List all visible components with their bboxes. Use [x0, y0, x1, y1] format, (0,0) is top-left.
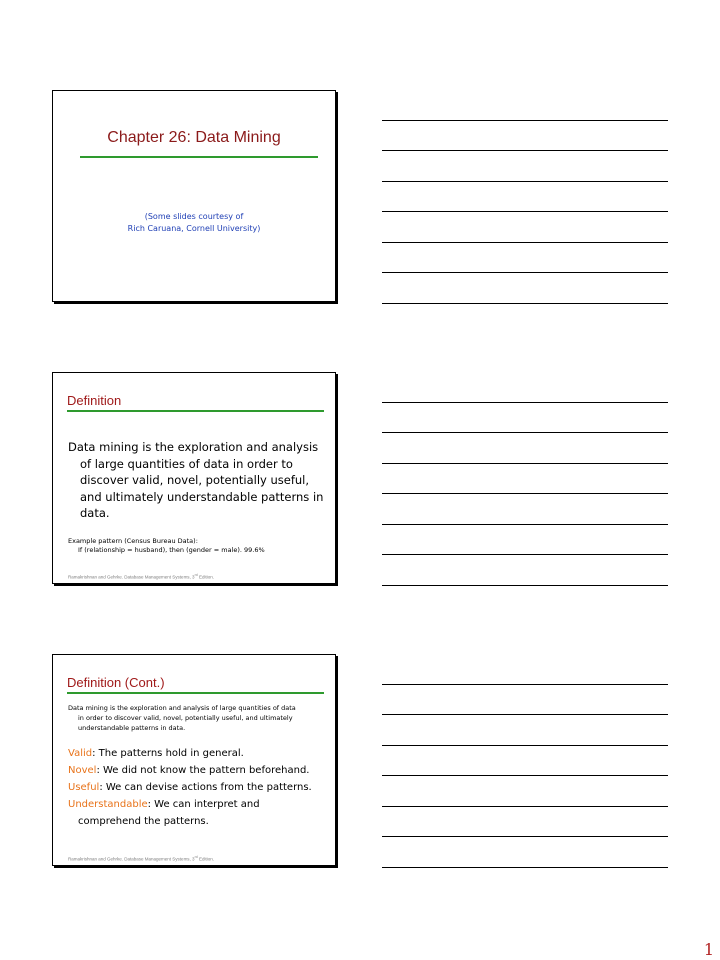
- slide-title: Definition (Cont.): [67, 675, 165, 690]
- note-line: [382, 120, 668, 121]
- note-line: [382, 836, 668, 837]
- slide-footer: [68, 855, 214, 862]
- note-line: [382, 775, 668, 776]
- definition-line: Data mining is the exploration and analysis of large quantities of data: [68, 704, 296, 712]
- title-underline: [80, 156, 318, 158]
- note-line: [382, 524, 668, 525]
- title-underline: [67, 692, 324, 694]
- example-line: Example pattern (Census Bureau Data):: [68, 537, 198, 545]
- example-pattern: [68, 537, 265, 555]
- definition-line: in order to discover valid, novel, potentially useful, and ultimately: [78, 714, 293, 722]
- note-line: [382, 554, 668, 555]
- slide-2: [52, 372, 336, 584]
- term-label: Understandable: [68, 799, 148, 810]
- definition-text: [68, 439, 333, 522]
- footer-end: Edition.: [197, 574, 214, 580]
- term-item: [68, 779, 333, 796]
- body-line: and ultimately understandable patterns in: [80, 489, 324, 504]
- note-line: [382, 402, 668, 403]
- term-text: : The patterns hold in general.: [92, 748, 244, 759]
- definition-line: understandable patterns in data.: [78, 724, 186, 732]
- footer-sup: rd: [194, 855, 198, 859]
- note-line: [382, 303, 668, 304]
- slide-title: Chapter 26: Data Mining: [107, 129, 281, 146]
- slide-3: [52, 654, 336, 866]
- note-line: [382, 806, 668, 807]
- term-label: Useful: [68, 782, 100, 793]
- definition-text: [68, 703, 333, 733]
- slide-footer: [68, 573, 214, 580]
- note-line: [382, 585, 668, 586]
- note-line: [382, 211, 668, 212]
- body-line: of large quantities of data in order to: [80, 456, 293, 471]
- slide-1: [52, 90, 336, 302]
- term-item: [68, 796, 333, 813]
- term-text: : We can devise actions from the patterns.: [99, 782, 312, 793]
- footer-text: Ramakrishnan and Gehrke. Database Management Systems, 3: [68, 574, 195, 580]
- term-label: Novel: [68, 765, 97, 776]
- note-line: [382, 867, 668, 868]
- note-line: [382, 432, 668, 433]
- example-line: If (relationship = husband), then (gender = male). 99.6%: [78, 546, 265, 554]
- slide-subtitle: [53, 211, 335, 235]
- term-item: [68, 762, 333, 779]
- body-line: Data mining is the exploration and analysis: [68, 440, 319, 454]
- body-line: discover valid, novel, potentially useful,: [80, 473, 310, 487]
- note-line: [382, 272, 668, 273]
- page-number: 1: [703, 940, 714, 959]
- term-list: [68, 745, 333, 830]
- note-line: [382, 745, 668, 746]
- subtitle-line: (Some slides courtesy of: [144, 212, 244, 221]
- slide-title: Definition: [67, 393, 122, 408]
- note-line: [382, 493, 668, 494]
- note-line: [382, 242, 668, 243]
- footer-end: Edition.: [197, 856, 214, 862]
- term-continuation: comprehend the patterns.: [78, 816, 209, 827]
- note-line: [382, 150, 668, 151]
- subtitle-line: Rich Caruana, Cornell University): [127, 224, 261, 233]
- term-text: : We can interpret and: [147, 799, 260, 810]
- note-line: [382, 181, 668, 182]
- term-item: [68, 745, 333, 762]
- body-line: data.: [80, 506, 110, 520]
- note-line: [382, 714, 668, 715]
- term-text: : We did not know the pattern beforehand.: [96, 765, 310, 776]
- title-underline: [67, 410, 324, 412]
- footer-text: Ramakrishnan and Gehrke. Database Management Systems, 3: [68, 856, 195, 862]
- note-line: [382, 684, 668, 685]
- note-line: [382, 463, 668, 464]
- footer-sup: rd: [194, 573, 198, 577]
- term-label: Valid: [68, 748, 93, 759]
